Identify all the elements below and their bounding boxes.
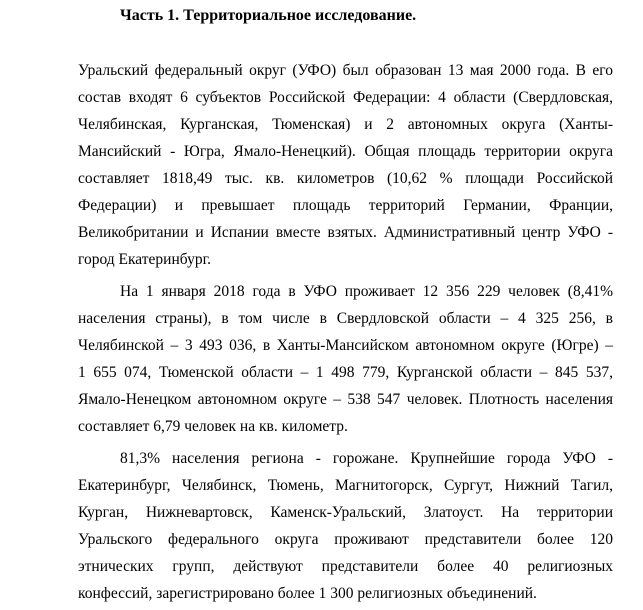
paragraph-1-line: составляет 1818,49 тыс. кв. километров (10,62 % площади Российской [78, 170, 613, 187]
paragraph-1-line: Мансийский - Югра, Ямало-Ненецкий). Общая площадь территории округа [78, 143, 613, 160]
paragraph-1-line: состав входят 6 субъектов Российской Федерации: 4 области (Свердловская, [78, 89, 613, 106]
paragraph-1-line: Уральский федеральный округ (УФО) был образован 13 мая 2000 года. В его [78, 62, 613, 79]
paragraph-3-line: Екатеринбург, Челябинск, Тюмень, Магнитогорск, Сургут, Нижний Тагил, [78, 477, 613, 494]
paragraph-3-line: этнических групп, действуют представители более 40 религиозных [78, 558, 613, 575]
paragraph-3-line: Курган, Нижневартовск, Каменск-Уральский, Златоуст. На территории [78, 504, 613, 521]
paragraph-2-line: 1 655 074, Тюменской области – 1 498 779, Курганской области – 845 537, [78, 364, 613, 381]
paragraph-1-line: Великобритании и Испании вместе взятых. Административный центр УФО - [78, 224, 613, 241]
paragraph-1-line: Федерации) и превышает площадь территорий Германии, Франции, [78, 197, 613, 214]
section-heading: Часть 1. Территориальное исследование. [120, 7, 417, 24]
paragraph-1-line: город Екатеринбург. [78, 251, 212, 268]
paragraph-2-line: Ямало-Ненецком автономном округе – 538 547 человек. Плотность населения [78, 391, 613, 408]
paragraph-3-line: 81,3% населения региона - горожане. Крупнейшие города УФО - [120, 450, 613, 467]
paragraph-3-line: конфессий, зарегистрировано более 1 300 религиозных объединений. [78, 585, 537, 602]
paragraph-2-line: населения страны), в том числе в Свердловской области – 4 325 256, в [78, 310, 613, 327]
paragraph-2-line: На 1 января 2018 года в УФО проживает 12 356 229 человек (8,41% [120, 283, 613, 300]
paragraph-3-line: Уральского федерального округа проживают представители более 120 [78, 531, 613, 548]
paragraph-2-line: составляет 6,79 человек на кв. километр. [78, 418, 348, 435]
paragraph-1-line: Челябинская, Курганская, Тюменская) и 2 автономных округа (Ханты- [78, 116, 613, 133]
paragraph-2-line: Челябинской – 3 493 036, в Ханты-Мансийском автономном округе (Югре) – [78, 337, 613, 354]
